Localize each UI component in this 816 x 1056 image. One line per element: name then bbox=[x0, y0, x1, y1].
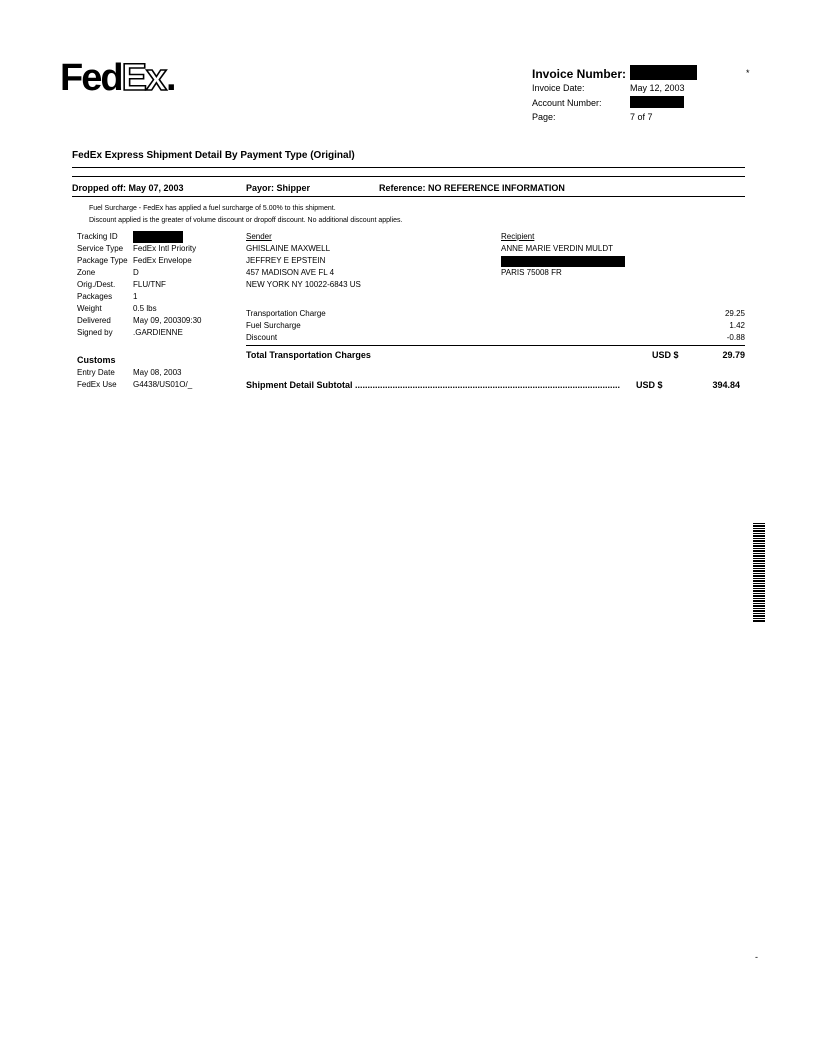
customs-heading: Customs bbox=[77, 355, 116, 365]
logo-dot: . bbox=[166, 57, 175, 99]
charges-total-rule bbox=[246, 345, 745, 346]
detail-label: Delivered bbox=[77, 316, 111, 325]
total-amount: 29.79 bbox=[722, 350, 745, 360]
summary-bottom-rule bbox=[72, 196, 745, 197]
tracking-id-redaction bbox=[133, 231, 183, 243]
recipient-address-redaction bbox=[501, 256, 625, 267]
sender-line: 457 MADISON AVE FL 4 bbox=[246, 268, 335, 277]
detail-label: Packages bbox=[77, 292, 113, 301]
invoice-number-label: Invoice Number: bbox=[532, 67, 627, 81]
charge-label: Discount bbox=[246, 333, 278, 342]
sender-line: GHISLAINE MAXWELL bbox=[246, 244, 331, 253]
detail-value: FLU/TNF bbox=[133, 280, 166, 289]
detail-value: 1 bbox=[133, 292, 138, 301]
recipient-name: ANNE MARIE VERDIN MULDT bbox=[501, 244, 614, 253]
account-number-label: Account Number: bbox=[532, 98, 602, 108]
fedex-use-label: FedEx Use bbox=[77, 380, 117, 389]
detail-label: Weight bbox=[77, 304, 102, 313]
charge-label: Fuel Surcharge bbox=[246, 321, 301, 330]
detail-label: Service Type bbox=[77, 244, 124, 253]
summary-top-rule bbox=[72, 176, 745, 177]
detail-value: May 09, 200309:30 bbox=[133, 316, 202, 325]
total-label: Total Transportation Charges bbox=[246, 350, 371, 360]
page-title: FedEx Express Shipment Detail By Payment Type (Original) bbox=[72, 150, 355, 161]
dropped-off: Dropped off: May 07, 2003 bbox=[72, 183, 184, 193]
charge-amount: 1.42 bbox=[729, 321, 745, 330]
detail-value: D bbox=[133, 268, 139, 277]
footer-mark: - bbox=[755, 952, 758, 962]
reference: Reference: NO REFERENCE INFORMATION bbox=[379, 183, 565, 193]
page-label: Page: bbox=[532, 112, 556, 122]
total-currency: USD $ bbox=[652, 350, 679, 360]
charge-amount: -0.88 bbox=[726, 333, 745, 342]
detail-label: Zone bbox=[77, 268, 96, 277]
note-fuel-surcharge: Fuel Surcharge - FedEx has applied a fuel surcharge of 5.00% to this shipment. bbox=[89, 205, 336, 212]
invoice-date-label: Invoice Date: bbox=[532, 83, 585, 93]
page-value: 7 of 7 bbox=[630, 112, 653, 122]
sender-heading: Sender bbox=[246, 232, 272, 241]
fedex-use-value: G4438/US01O/_ bbox=[133, 380, 193, 389]
account-number-redaction bbox=[630, 96, 684, 108]
title-rule bbox=[72, 167, 745, 168]
detail-label: Signed by bbox=[77, 328, 113, 337]
charge-label: Transportation Charge bbox=[246, 309, 326, 318]
fedex-logo bbox=[60, 58, 175, 98]
invoice-date-value: May 12, 2003 bbox=[630, 83, 685, 93]
subtotal-currency: USD $ bbox=[636, 380, 663, 390]
invoice-number-redaction bbox=[630, 65, 697, 80]
corner-mark: * bbox=[746, 68, 750, 78]
detail-label: Orig./Dest. bbox=[77, 280, 116, 289]
payor: Payor: Shipper bbox=[246, 183, 311, 193]
barcode bbox=[753, 523, 765, 623]
sender-line: JEFFREY E EPSTEIN bbox=[246, 256, 326, 265]
sender-line: NEW YORK NY 10022-6843 US bbox=[246, 280, 361, 289]
detail-value: FedEx Intl Priority bbox=[133, 244, 197, 253]
detail-label: Tracking ID bbox=[77, 232, 118, 241]
logo-ex: Ex bbox=[121, 57, 167, 99]
note-discount: Discount applied is the greater of volume discount or dropoff discount. No additional discount applies. bbox=[89, 217, 403, 224]
entry-date-label: Entry Date bbox=[77, 368, 115, 377]
detail-value: .GARDIENNE bbox=[133, 328, 183, 337]
recipient-city: PARIS 75008 FR bbox=[501, 268, 562, 277]
entry-date-value: May 08, 2003 bbox=[133, 368, 182, 377]
subtotal-label: Shipment Detail Subtotal .......................................................................................................... bbox=[246, 380, 621, 390]
charge-amount: 29.25 bbox=[724, 309, 745, 318]
recipient-heading: Recipient bbox=[501, 232, 535, 241]
detail-value: FedEx Envelope bbox=[133, 256, 192, 265]
detail-label: Package Type bbox=[77, 256, 128, 265]
logo-fed: Fed bbox=[60, 57, 122, 99]
subtotal-amount: 394.84 bbox=[712, 380, 740, 390]
detail-value: 0.5 lbs bbox=[133, 304, 157, 313]
